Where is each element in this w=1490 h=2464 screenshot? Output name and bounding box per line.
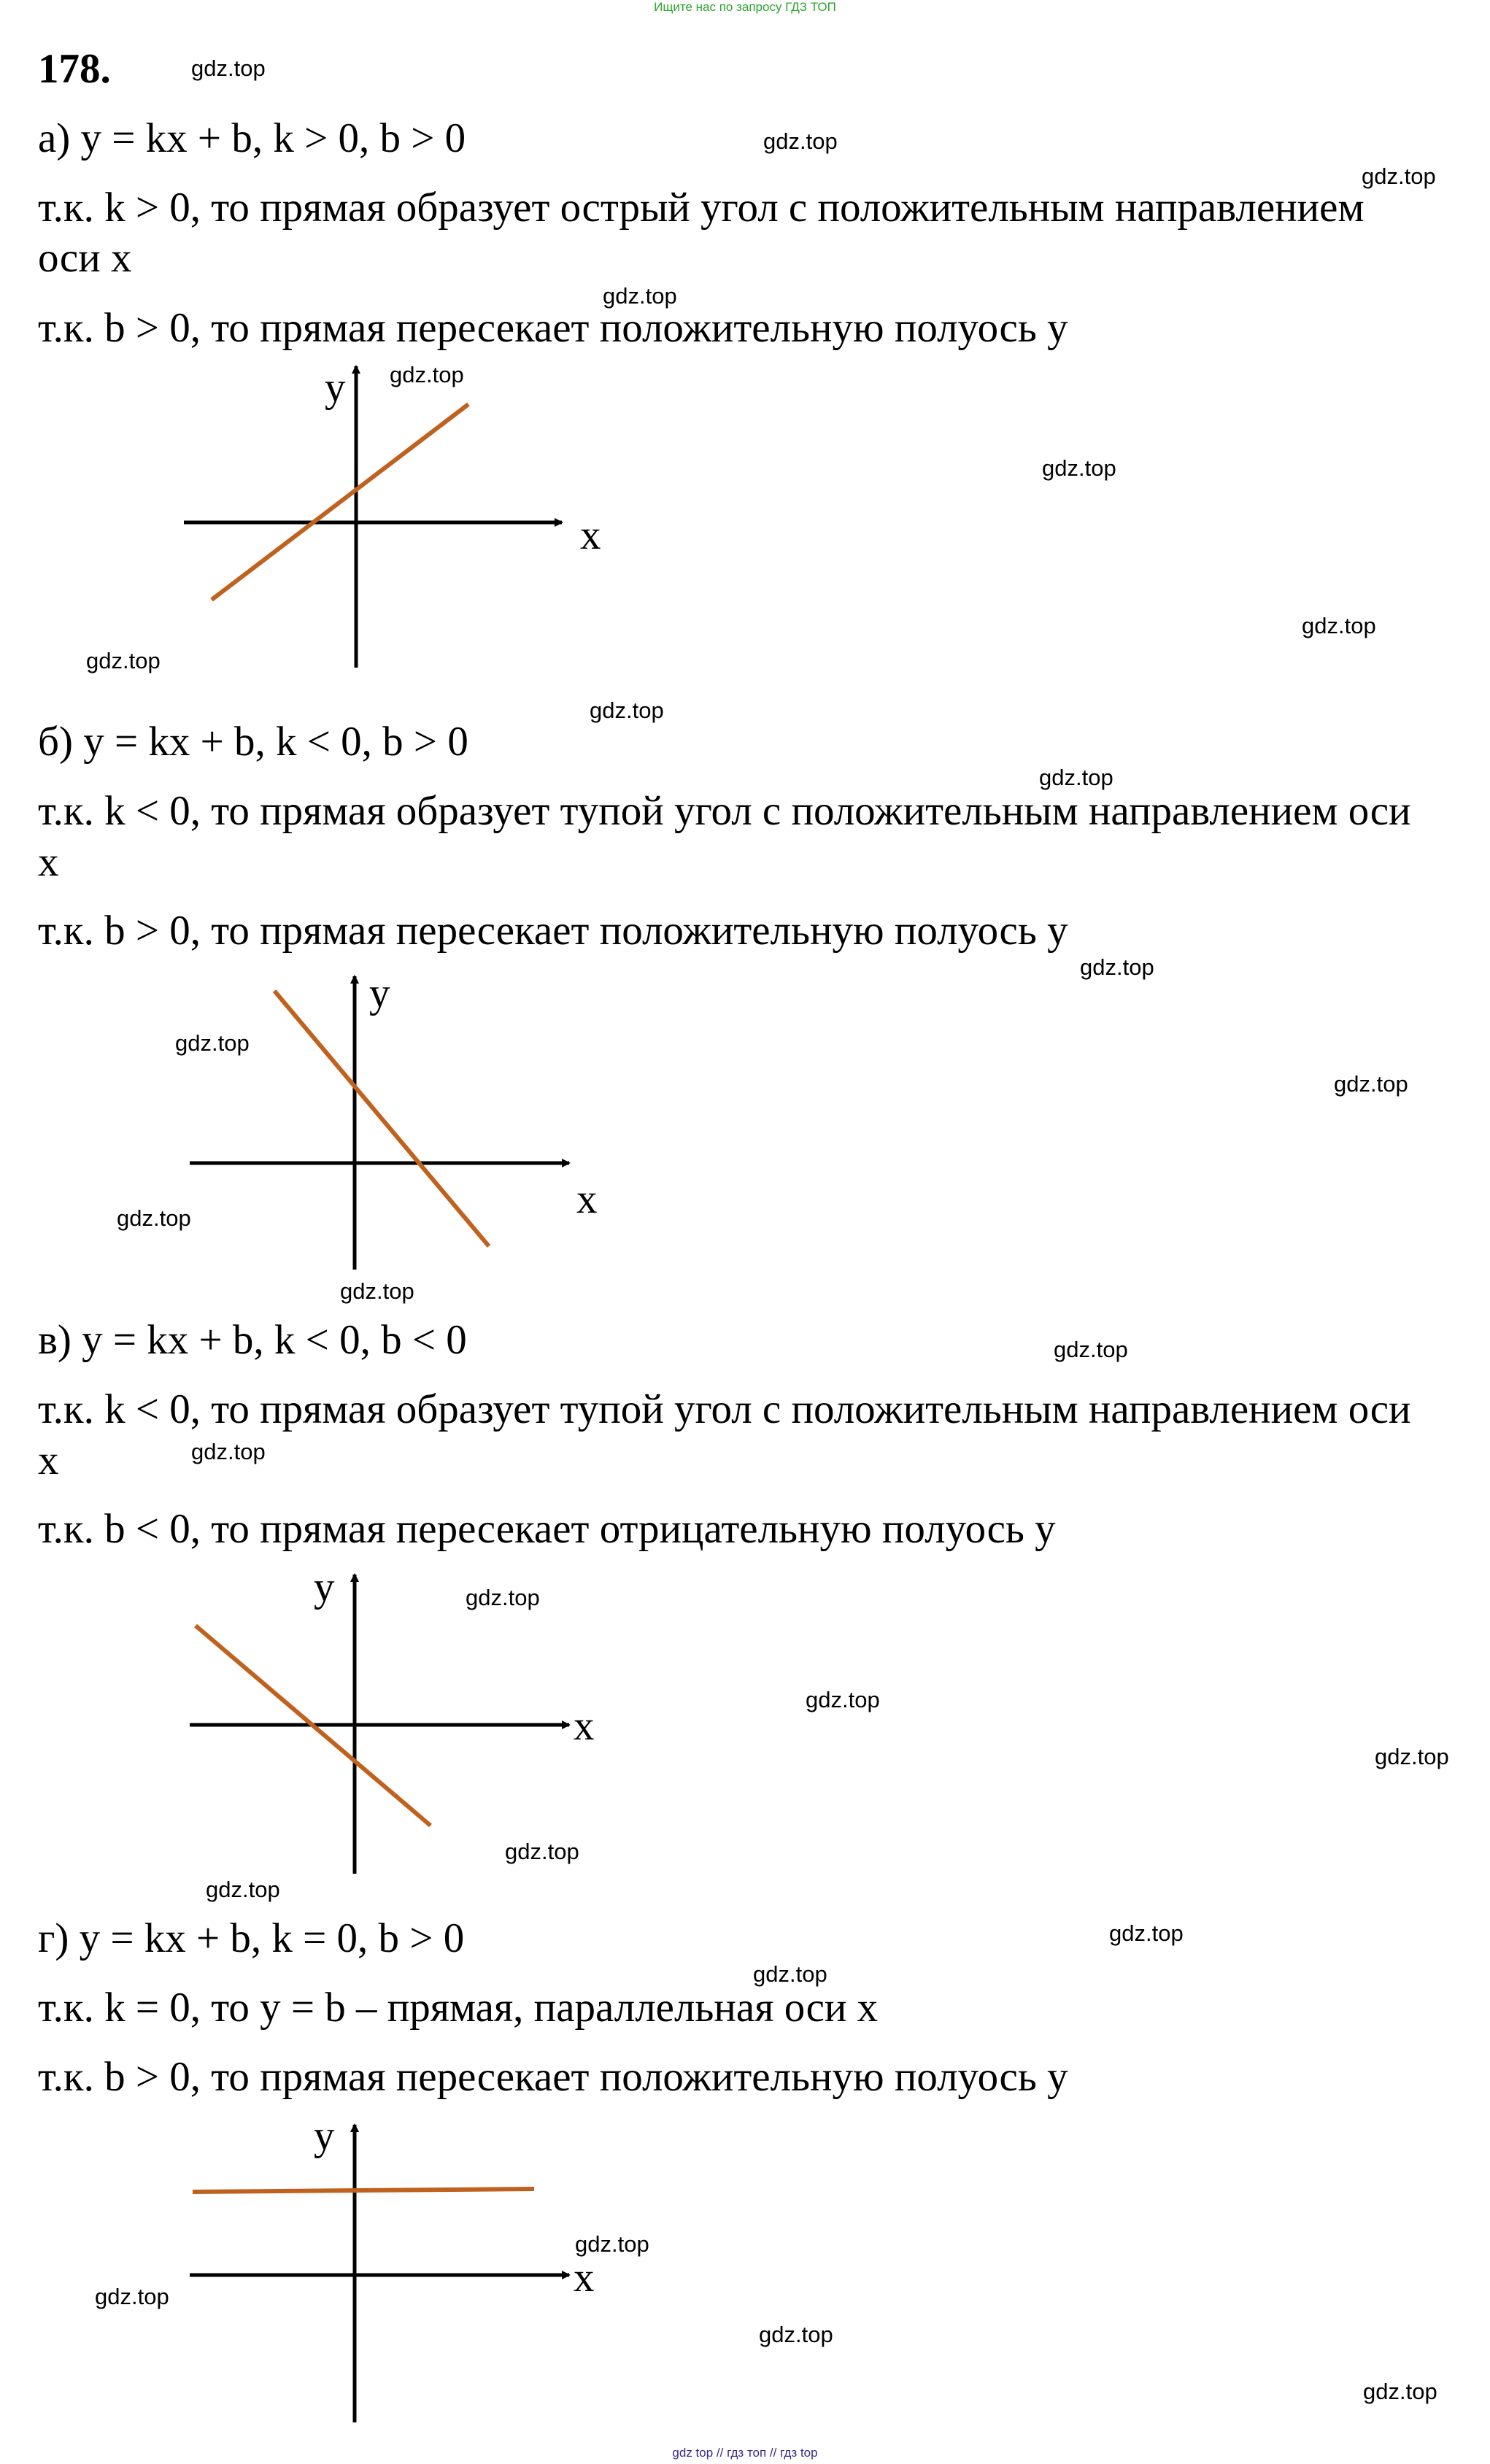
section-c-heading: в) y = kx + b, k < 0, b < 0	[38, 1317, 467, 1363]
watermark: gdz.top	[806, 1687, 880, 1712]
watermark: gdz.top	[759, 2322, 833, 2347]
function-line	[274, 991, 489, 1246]
watermark: gdz.top	[1334, 1071, 1408, 1097]
footer: gdz top // гдз топ // гдз top	[672, 2446, 818, 2460]
watermark: gdz.top	[753, 1961, 827, 1987]
y-axis-label: y	[314, 1564, 335, 1610]
section-a-slope-text: т.к. k > 0, то прямая образует острый угол с положительным направлением	[38, 185, 1364, 231]
watermark: gdz.top	[466, 1585, 540, 1610]
watermark: gdz.top	[1039, 765, 1113, 790]
function-line	[193, 2189, 534, 2192]
function-line	[212, 404, 468, 600]
section-c-slope-text-cont: x	[38, 1437, 59, 1483]
watermark: gdz.top	[1362, 163, 1436, 189]
watermark: gdz.top	[603, 283, 677, 309]
watermark: gdz.top	[175, 1030, 250, 1056]
watermark: gdz.top	[575, 2231, 649, 2257]
graph-d	[182, 2113, 620, 2430]
problem-number: 178.	[38, 46, 111, 92]
watermark: gdz.top	[1054, 1337, 1128, 1362]
section-b-intercept-text: т.к. b > 0, то прямая пересекает положительную полуось y	[38, 908, 1068, 954]
watermark: gdz.top	[1363, 2379, 1437, 2404]
watermark: gdz.top	[206, 1877, 280, 1902]
x-axis-label: x	[576, 1176, 598, 1222]
watermark: gdz.top	[117, 1205, 191, 1231]
section-b-slope-text: т.к. k < 0, то прямая образует тупой угол с положительным направлением оси	[38, 788, 1411, 834]
x-axis-label: x	[580, 512, 601, 558]
watermark: gdz.top	[1080, 954, 1154, 980]
section-b-slope-text-cont: x	[38, 839, 59, 885]
section-d-slope-text: т.к. k = 0, то y = b – прямая, параллельная оси x	[38, 1985, 879, 2031]
watermark: gdz.top	[1375, 1744, 1449, 1769]
section-d-intercept-text: т.к. b > 0, то прямая пересекает положительную полуось y	[38, 2054, 1068, 2100]
watermark: gdz.top	[86, 648, 161, 673]
section-c-slope-text: т.к. k < 0, то прямая образует тупой угол с положительным направлением оси	[38, 1386, 1411, 1432]
watermark: gdz.top	[340, 1278, 414, 1304]
top-banner: Ищите нас по запросу ГДЗ ТОП	[654, 0, 836, 14]
section-a-heading: а) y = kx + b, k > 0, b > 0	[38, 115, 466, 161]
x-axis-label: x	[574, 2255, 595, 2301]
watermark: gdz.top	[1302, 613, 1376, 638]
watermark: gdz.top	[95, 2284, 169, 2309]
graph-b	[182, 963, 620, 1270]
watermark: gdz.top	[191, 55, 266, 81]
graph-c	[182, 1561, 620, 1875]
watermark: gdz.top	[1042, 455, 1116, 481]
section-a-intercept-text: т.к. b > 0, то прямая пересекает положительную полуось y	[38, 305, 1068, 351]
y-axis-label: y	[369, 970, 390, 1016]
section-c-intercept-text: т.к. b < 0, то прямая пересекает отрицательную полуось y	[38, 1506, 1056, 1552]
section-b-heading: б) y = kx + b, k < 0, b > 0	[38, 719, 468, 765]
graph-a	[175, 358, 613, 671]
x-axis-label: x	[574, 1703, 595, 1749]
watermark: gdz.top	[590, 698, 664, 723]
section-d-heading: г) y = kx + b, k = 0, b > 0	[38, 1915, 465, 1961]
watermark: gdz.top	[390, 362, 464, 387]
watermark: gdz.top	[1109, 1920, 1184, 1946]
watermark: gdz.top	[505, 1839, 579, 1864]
watermark: gdz.top	[191, 1439, 266, 1464]
y-axis-label: y	[325, 365, 346, 411]
section-a-slope-text-cont: оси x	[38, 235, 132, 281]
watermark: gdz.top	[763, 128, 838, 154]
y-axis-label: y	[314, 2113, 335, 2159]
